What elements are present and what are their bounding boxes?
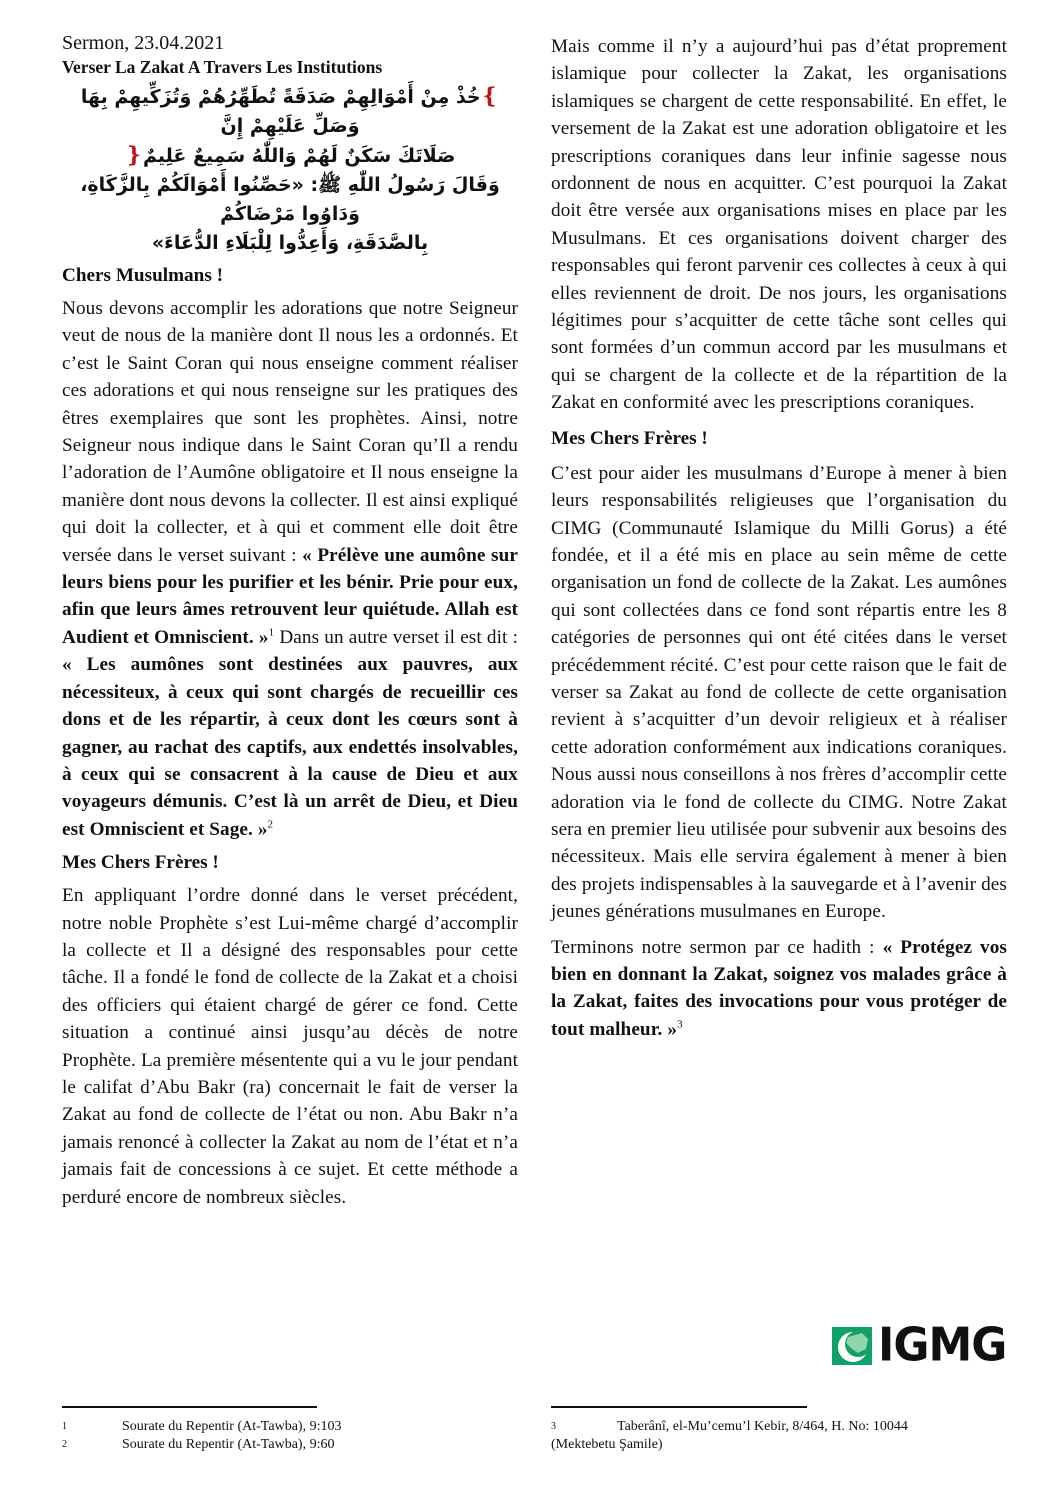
footnote-1: 1 Sourate du Repentir (At-Tawba), 9:103	[62, 1419, 342, 1434]
right-column	[551, 33, 1007, 1043]
paragraph-conclusion: Terminons notre sermon par ce hadith : « Protégez vos bien en donnant la Zakat, soignez vos malades grâce à la Zakat, faites des invocations pour vous protéger de tout malheur. »$^3$	[551, 936, 1007, 1040]
quote-hadith: « Protégez vos bien en donnant la Zakat, soignez vos malades grâce à la Zakat, faites des invocations pour vous protéger de tout malheur. »	[551, 936, 1007, 1040]
paragraph-history: En appliquant l’ordre donné dans le verset précédent, notre noble Prophète s’est Lui-même chargé d’accomplir la collecte et Il a désigné des responsables pour cette tâche. Il a fondé le fond de collecte de la Zakat et a choisi des officiers qui étaient chargé de gérer ce fond. Cette situation a continué ainsi jusqu’au décès de notre Prophète. La première mésentente qui a vu le jour pendant le califat d’Abu Bakr (ra) concernait le fait de verser la Zakat au fond de collecte de l’état ou non. Abu Bakr n’a jamais renoncé à collecter la Zakat au nom de l’état et n’a jamais fait de concessions à ce sujet. Et cette méthode a perduré encore de nombreux siècles.	[62, 885, 518, 1208]
footnote-3: 3 Taberânî, el-Mu’cemu’l Kebir, 8/464, H. No: 10044 (Mektebetu Şamile)	[551, 1419, 908, 1452]
quran-verse-arabic: ❵خُذْ مِنْ أَمْوَالِهِمْ صَدَقَةً تُطَهِّرُهُمْ وَتُزَكِّيهِمْ بِهَا وَصَلِّ عَلَيْهِمْ إِنَّ صَلَاتَكَ سَكَنٌ لَهُمْ وَاللّٰهُ سَمِيعٌ عَلِيمٌ❴	[80, 84, 500, 168]
crescent-globe-icon	[832, 1327, 872, 1365]
ornament-close-icon: ❴	[124, 143, 144, 168]
paragraph-organisations: Mais comme il n’y a aujourd’hui pas d’état proprement islamique pour collecter la Zakat, les organisations islamiques se chargent de cette responsabilité. En effet, le versement de la Zakat est une adoration obligatoire et les prescriptions coraniques dans leur infinie sagesse nous ordonnent de nous en acquitter. C’est pourquoi la Zakat doit être versée aux organisations mises en place par les Musulmans. Et ces organisations doivent charger des responsables qui feront parvenir ces collectes à ceux à qui elles reviennent de droit. De nos jours, les organisations légitimes pour s’acquitter de cette tâche sont celles qui sont formées d’un commun accord par les musulmans et qui se chargent de la collecte et de la répartition de la Zakat en conformité avec les prescriptions coraniques.	[551, 36, 1007, 414]
paragraph-cimg: C’est pour aider les musulmans d’Europe à mener à bien leurs responsabilités religieuses que l’organisation du CIMG (Communauté Islamique du Milli Gorus) a été fondée, et il a été mis en place au sein même de cette organisation un fond de collecte de la Zakat. Les aumônes qui sont collectées dans ce fond sont répartis entre les 8 catégories de personnes qui ont été citées dans le verset précédemment récité. C’est pour cette raison que le fait de verser sa Zakat au fond de collecte de cette organisation revient à s’acquitter d’un devoir religieux et à réaliser cette adoration conformément aux indications coraniques. Nous aussi nous conseillons à nos frères d’accomplir cette adoration via le fond de collecte du CIMG. Notre Zakat sera en premier lieu utilisée pour subvenir aux besoins des nécessiteux. Mais elle servira également à mener à bien des projets indispensables à la sauvegarde et à l’avenir des jeunes générations musulmanes en Europe.	[551, 462, 1007, 923]
hadith-arabic: وَقَالَ رَسُولُ اللّٰهِ ﷺ: «حَصِّنُوا أَمْوَالَكُمْ بِالزَّكَاةِ، وَدَاوُوا مَرْضَاكُمْ بِالصَّدَقَةِ، وَأَعِدُّوا لِلْبَلَاءِ الدُّعَاءَ»	[80, 174, 500, 254]
heading-mes-chers-freres-2: Mes Chers Frères !	[551, 427, 708, 449]
footnote-2: 2 Sourate du Repentir (At-Tawba), 9:60	[62, 1437, 335, 1452]
paragraph-intro: Nous devons accomplir les adorations que notre Seigneur veut de nous de la manière dont Il nous les a ordonnés. Et c’est le Saint Coran qui nous enseigne comment réaliser ces adorations et qui nous renseigne sur les pratiques des êtres exemplaires que sont les prophètes. Ainsi, notre Seigneur nous indique dans le Saint Coran qu’Il a rendu l’adoration de l’Aumône obligatoire et Il nous enseigne la manière dont nous devons la collecter. Il est ainsi expliqué qui doit la collecter, et à qui et comment elle doit être versée dans le verset suivant : « Prélève une aumône sur leurs biens pour les purifier et les bénir. Prie pour eux, afin que leurs âmes retrouvent leur quiétude. Allah est Audient et Omniscient. »$^1$ Dans un autre verset il est dit : « Les aumônes sont destinées aux pauvres, aux nécessiteux, à ceux qui sont chargés de recueillir ces dons et de les répartir, à ceux dont les cœurs sont à gagner, au rachat des captifs, aux endettés insolvables, à ceux qui se consacrent à la cause de Dieu et aux voyageurs démunis. C’est là un arrêt de Dieu, et Dieu est Omniscient et Sage. »$^2$	[62, 298, 519, 840]
sermon-title: Verser La Zakat A Travers Les Institutions	[62, 57, 383, 77]
footnote-ref-3[interactable]: 3	[677, 1018, 683, 1031]
left-column	[62, 0, 518, 1211]
footnote-divider-right	[551, 1406, 807, 1408]
igmg-logo	[832, 1318, 1007, 1373]
footnote-ref-2[interactable]: 2	[267, 818, 274, 831]
footnote-ref-1[interactable]: 1	[268, 626, 275, 639]
quote-verse-1: « Prélève une aumône sur leurs biens pour les purifier et les bénir. Prie pour eux, afin que leurs âmes retrouvent leur quiétude. Allah est Audient et Omniscient. »	[62, 544, 518, 648]
quote-verse-2: « Les aumônes sont destinées aux pauvres, aux nécessiteux, à ceux qui sont chargés de recueillir ces dons et de les répartir, à ceux dont les cœurs sont à gagner, au rachat des captifs, aux endettés insolvables, à ceux qui se consacrent à la cause de Dieu et aux voyageurs démunis. C’est là un arrêt de Dieu, et Dieu est Omniscient et Sage. »	[62, 654, 518, 840]
sermon-date: Sermon, 23.04.2021	[62, 32, 225, 54]
heading-chers-musulmans: Chers Musulmans !	[62, 265, 223, 286]
footnote-divider-left	[62, 1406, 317, 1408]
logo-text: IGMG	[878, 1318, 1007, 1373]
heading-mes-chers-freres-1: Mes Chers Frères !	[62, 852, 219, 874]
ornament-open-icon: ❵	[480, 84, 500, 109]
